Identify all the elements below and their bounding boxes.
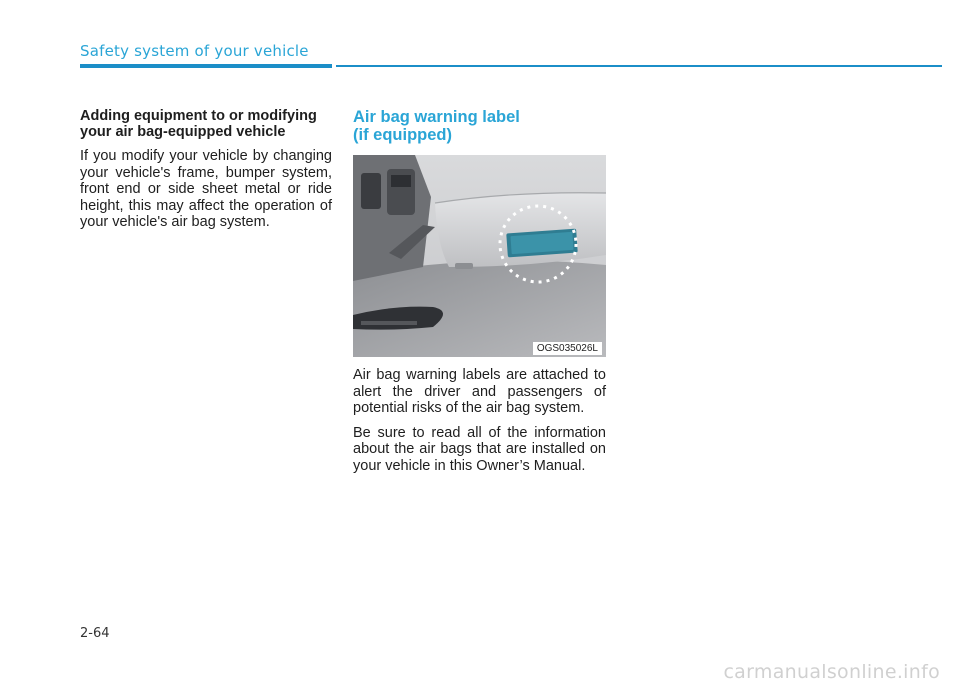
- modifying-heading-line1: Adding equipment to or modifying: [80, 108, 317, 124]
- warning-label-heading-line2: (if equipped): [353, 126, 452, 144]
- warning-label-heading-line1: Air bag warning label: [353, 108, 520, 126]
- sun-visor-figure: [353, 155, 606, 357]
- figure-code: OGS035026L: [533, 342, 602, 355]
- warning-label-heading: [353, 108, 606, 144]
- modifying-paragraph: If you modify your vehicle by changing your vehicle's frame, bumper system, front end or side sheet metal or ride height, this may affect the operation of your vehicle's air bag system.: [80, 148, 332, 230]
- section-title: Safety system of your vehicle: [80, 42, 309, 60]
- left-column: [80, 108, 332, 239]
- modifying-heading: [80, 108, 332, 140]
- warning-label-paragraph-1: Air bag warning labels are attached to alert the driver and passengers of potential risks of the air bag system.: [353, 367, 606, 416]
- warning-label-paragraph-2: Be sure to read all of the information about the air bags that are installed on your vehicle in this Owner’s Manual.: [353, 424, 606, 474]
- modifying-heading-line2: your air bag-equipped vehicle: [80, 124, 286, 140]
- header-rule-thick: [80, 64, 332, 68]
- right-column: [353, 108, 606, 482]
- page-number: 2-64: [80, 626, 110, 641]
- header-rule-thin: [336, 65, 942, 67]
- sun-visor-illustration: [353, 155, 606, 357]
- watermark: carmanualsonline.info: [723, 661, 940, 683]
